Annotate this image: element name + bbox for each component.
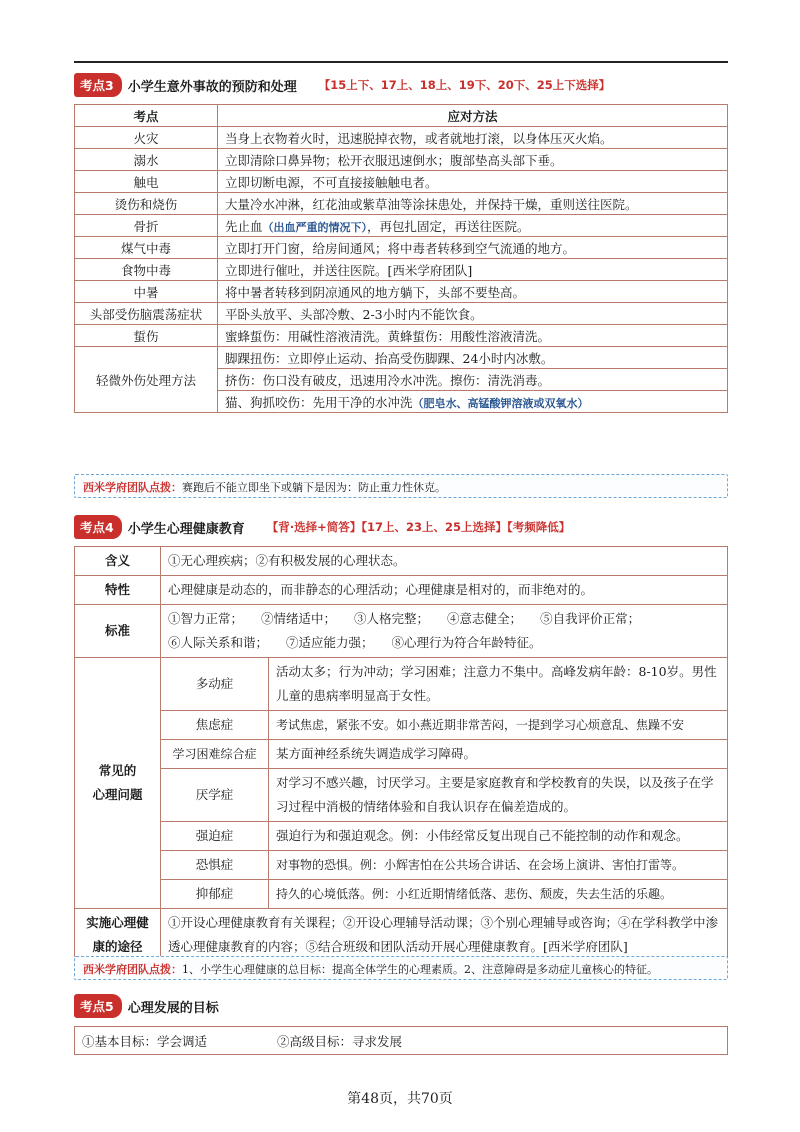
row-method: 挤伤：伤口没有破皮，迅速用冷水冲洗。擦伤：清洗消毒。	[218, 369, 728, 391]
standard-item: ⑤自我评价正常；	[540, 611, 641, 626]
section4-badge: 考点4	[74, 515, 122, 539]
table-row	[75, 822, 728, 851]
trait-label: 特性	[75, 576, 161, 605]
section4-header	[74, 516, 570, 538]
section4-tip	[74, 956, 728, 980]
ways-label-line: 实施心理健	[86, 915, 149, 930]
section3-badge: 考点3	[74, 73, 122, 97]
method-text-after: ，再包扎固定，再送往医院。	[367, 218, 530, 234]
row-key: 蜇伤	[75, 325, 218, 347]
section3-tip	[74, 474, 728, 498]
table-row	[75, 281, 728, 303]
standard-item: ④意志健全；	[447, 611, 523, 626]
table-row	[75, 740, 728, 769]
problem-desc: 强迫行为和强迫观念。例：小伟经常反复出现自己不能控制的动作和观念。	[269, 822, 728, 851]
problem-name: 恐惧症	[161, 851, 269, 880]
table-row	[75, 1027, 728, 1055]
problem-desc: 考试焦虑，紧张不安。如小燕近期非常苦闷，一提到学习心烦意乱、焦躁不安	[269, 711, 728, 740]
row-method: 蜜蜂蜇伤：用碱性溶液清洗。黄蜂蜇伤：用酸性溶液清洗。	[218, 325, 728, 347]
table-row	[75, 171, 728, 193]
method-text: 猫、狗抓咬伤：先用干净的水冲洗	[225, 394, 413, 410]
page-number: 第48页，共70页	[347, 1091, 453, 1107]
row-method: 将中暑者转移到阴凉通风的地方躺下，头部不要垫高。	[218, 281, 728, 303]
tip-label: 西米学府团队点拨：	[83, 481, 182, 494]
problems-label	[75, 658, 161, 909]
table-row	[75, 880, 728, 909]
standard-label: 标准	[75, 605, 161, 658]
problem-desc: 某方面神经系统失调造成学习障碍。	[269, 740, 728, 769]
method-note: （出血严重的情况下）	[262, 220, 368, 234]
row-key: 烫伤和烧伤	[75, 193, 218, 215]
meaning-text: ①无心理疾病；②有积极发展的心理状态。	[161, 547, 728, 576]
standard-item: ③人格完整；	[354, 611, 430, 626]
row-method: 脚踝扭伤：立即停止运动、抬高受伤脚踝、24小时内冰敷。	[218, 347, 728, 369]
standard-item: ⑧心理行为符合年龄特征。	[391, 635, 542, 650]
table-row	[75, 237, 728, 259]
row-method	[218, 215, 728, 237]
problem-desc: 活动太多；行为冲动；学习困难；注意力不集中。高峰发病年龄：8-10岁。男性儿童的患病率明显高于女性。	[269, 658, 728, 711]
table-row	[75, 851, 728, 880]
section3-title: 小学生意外事故的预防和处理	[127, 79, 297, 95]
col-header-method: 应对方法	[218, 105, 728, 127]
row-method: 立即进行催吐，并送往医院。[西米学府团队]	[218, 259, 728, 281]
top-rule	[74, 61, 728, 63]
problem-name: 强迫症	[161, 822, 269, 851]
row-key: 煤气中毒	[75, 237, 218, 259]
problem-name: 抑郁症	[161, 880, 269, 909]
problem-name: 多动症	[161, 658, 269, 711]
method-note: （肥皂水、高锰酸钾溶液或双氧水）	[412, 396, 589, 410]
accident-table	[74, 104, 728, 413]
method-text: 先止血	[225, 218, 263, 234]
problem-desc: 持久的心境低落。例：小红近期情绪低落、悲伤、颓废，失去生活的乐趣。	[269, 880, 728, 909]
problems-label-line: 心理问题	[92, 787, 143, 802]
section3-header	[74, 74, 610, 96]
ways-label-line: 康的途径	[92, 939, 143, 954]
problem-desc: 对学习不感兴趣，讨厌学习。主要是家庭教育和学校教育的失误，以及孩子在学习过程中消极的情绪体验和自我认识存在偏差造成的。	[269, 769, 728, 822]
standard-item: ②情绪适中；	[261, 611, 337, 626]
meaning-label: 含义	[75, 547, 161, 576]
row-method: 立即切断电源，不可直接接触触电者。	[218, 171, 728, 193]
table-row	[75, 769, 728, 822]
standard-item: ⑥人际关系和谐；	[168, 635, 269, 650]
mental-health-table	[74, 546, 728, 962]
section5-badge: 考点5	[74, 994, 122, 1018]
table-row	[75, 127, 728, 149]
ways-text: ①开设心理健康教育有关课程；②开设心理辅导活动课；③个别心理辅导或咨询；④在学科教学中渗透心理健康教育的内容；⑤结合班级和团队活动开展心理健康教育。[西米学府团队]	[161, 909, 728, 962]
ways-label	[75, 909, 161, 962]
table-row	[75, 605, 728, 658]
standard-item: ⑦适应能力强；	[286, 635, 374, 650]
table-row	[75, 909, 728, 962]
section4-title: 小学生心理健康教育	[127, 521, 245, 537]
tip-text: 赛跑后不能立即坐下或躺下是因为：防止重力性休克。	[182, 481, 446, 494]
row-method: 立即打开门窗，给房间通风；将中毒者转移到空气流通的地方。	[218, 237, 728, 259]
table-row	[75, 215, 728, 237]
table-row	[75, 303, 728, 325]
table-row	[75, 711, 728, 740]
table-row	[75, 259, 728, 281]
trait-text: 心理健康是动态的，而非静态的心理活动；心理健康是相对的，而非绝对的。	[161, 576, 728, 605]
table-row	[75, 325, 728, 347]
row-key: 火灾	[75, 127, 218, 149]
row-key: 溺水	[75, 149, 218, 171]
row-method: 平卧头放平、头部冷敷、2-3小时内不能饮食。	[218, 303, 728, 325]
goal-item: ①基本目标：学会调适	[82, 1033, 208, 1049]
row-key: 中暑	[75, 281, 218, 303]
table-row	[75, 193, 728, 215]
table-row	[75, 149, 728, 171]
tip-label: 西米学府团队点拨：	[83, 963, 182, 976]
row-key: 头部受伤脑震荡症状	[75, 303, 218, 325]
problems-label-line: 常见的	[98, 763, 137, 778]
tip-text: 1、小学生心理健康的总目标：提高全体学生的心理素质。2、注意障碍是多动症儿童核心的特征。	[182, 963, 658, 976]
row-key: 轻微外伤处理方法	[75, 347, 218, 413]
goal-item: ②高级目标：寻求发展	[277, 1033, 403, 1049]
row-key: 骨折	[75, 215, 218, 237]
standard-item: ①智力正常；	[168, 611, 244, 626]
problem-desc: 对事物的恐惧。例：小辉害怕在公共场合讲话、在会场上演讲、害怕打雷等。	[269, 851, 728, 880]
table-row	[75, 658, 728, 711]
row-method: 立即清除口鼻异物；松开衣服迅速倒水；腹部垫高头部下垂。	[218, 149, 728, 171]
section5-title: 心理发展的目标	[127, 1000, 219, 1016]
goals-cell	[75, 1027, 728, 1055]
standard-list	[161, 605, 728, 658]
problem-name: 厌学症	[161, 769, 269, 822]
table-row	[75, 347, 728, 369]
section5-header	[74, 995, 219, 1017]
row-key: 食物中毒	[75, 259, 218, 281]
row-method: 大量冷水冲淋，红花油或紫草油等涂抹患处，并保持干燥，重则送往医院。	[218, 193, 728, 215]
table-row	[75, 547, 728, 576]
section4-tags: 【背·选择+简答】【17上、23上、25上选择】【考频降低】	[266, 520, 571, 534]
problem-name: 焦虑症	[161, 711, 269, 740]
problem-name: 学习困难综合症	[161, 740, 269, 769]
row-method	[218, 391, 728, 413]
row-key: 触电	[75, 171, 218, 193]
development-goals-table	[74, 1026, 728, 1055]
row-method: 当身上衣物着火时，迅速脱掉衣物，或者就地打滚，以身体压灭火焰。	[218, 127, 728, 149]
section3-tags: 【15上下、17上、18上、19下、20下、25上下选择】	[318, 78, 611, 92]
table-row	[75, 576, 728, 605]
col-header-key: 考点	[75, 105, 218, 127]
